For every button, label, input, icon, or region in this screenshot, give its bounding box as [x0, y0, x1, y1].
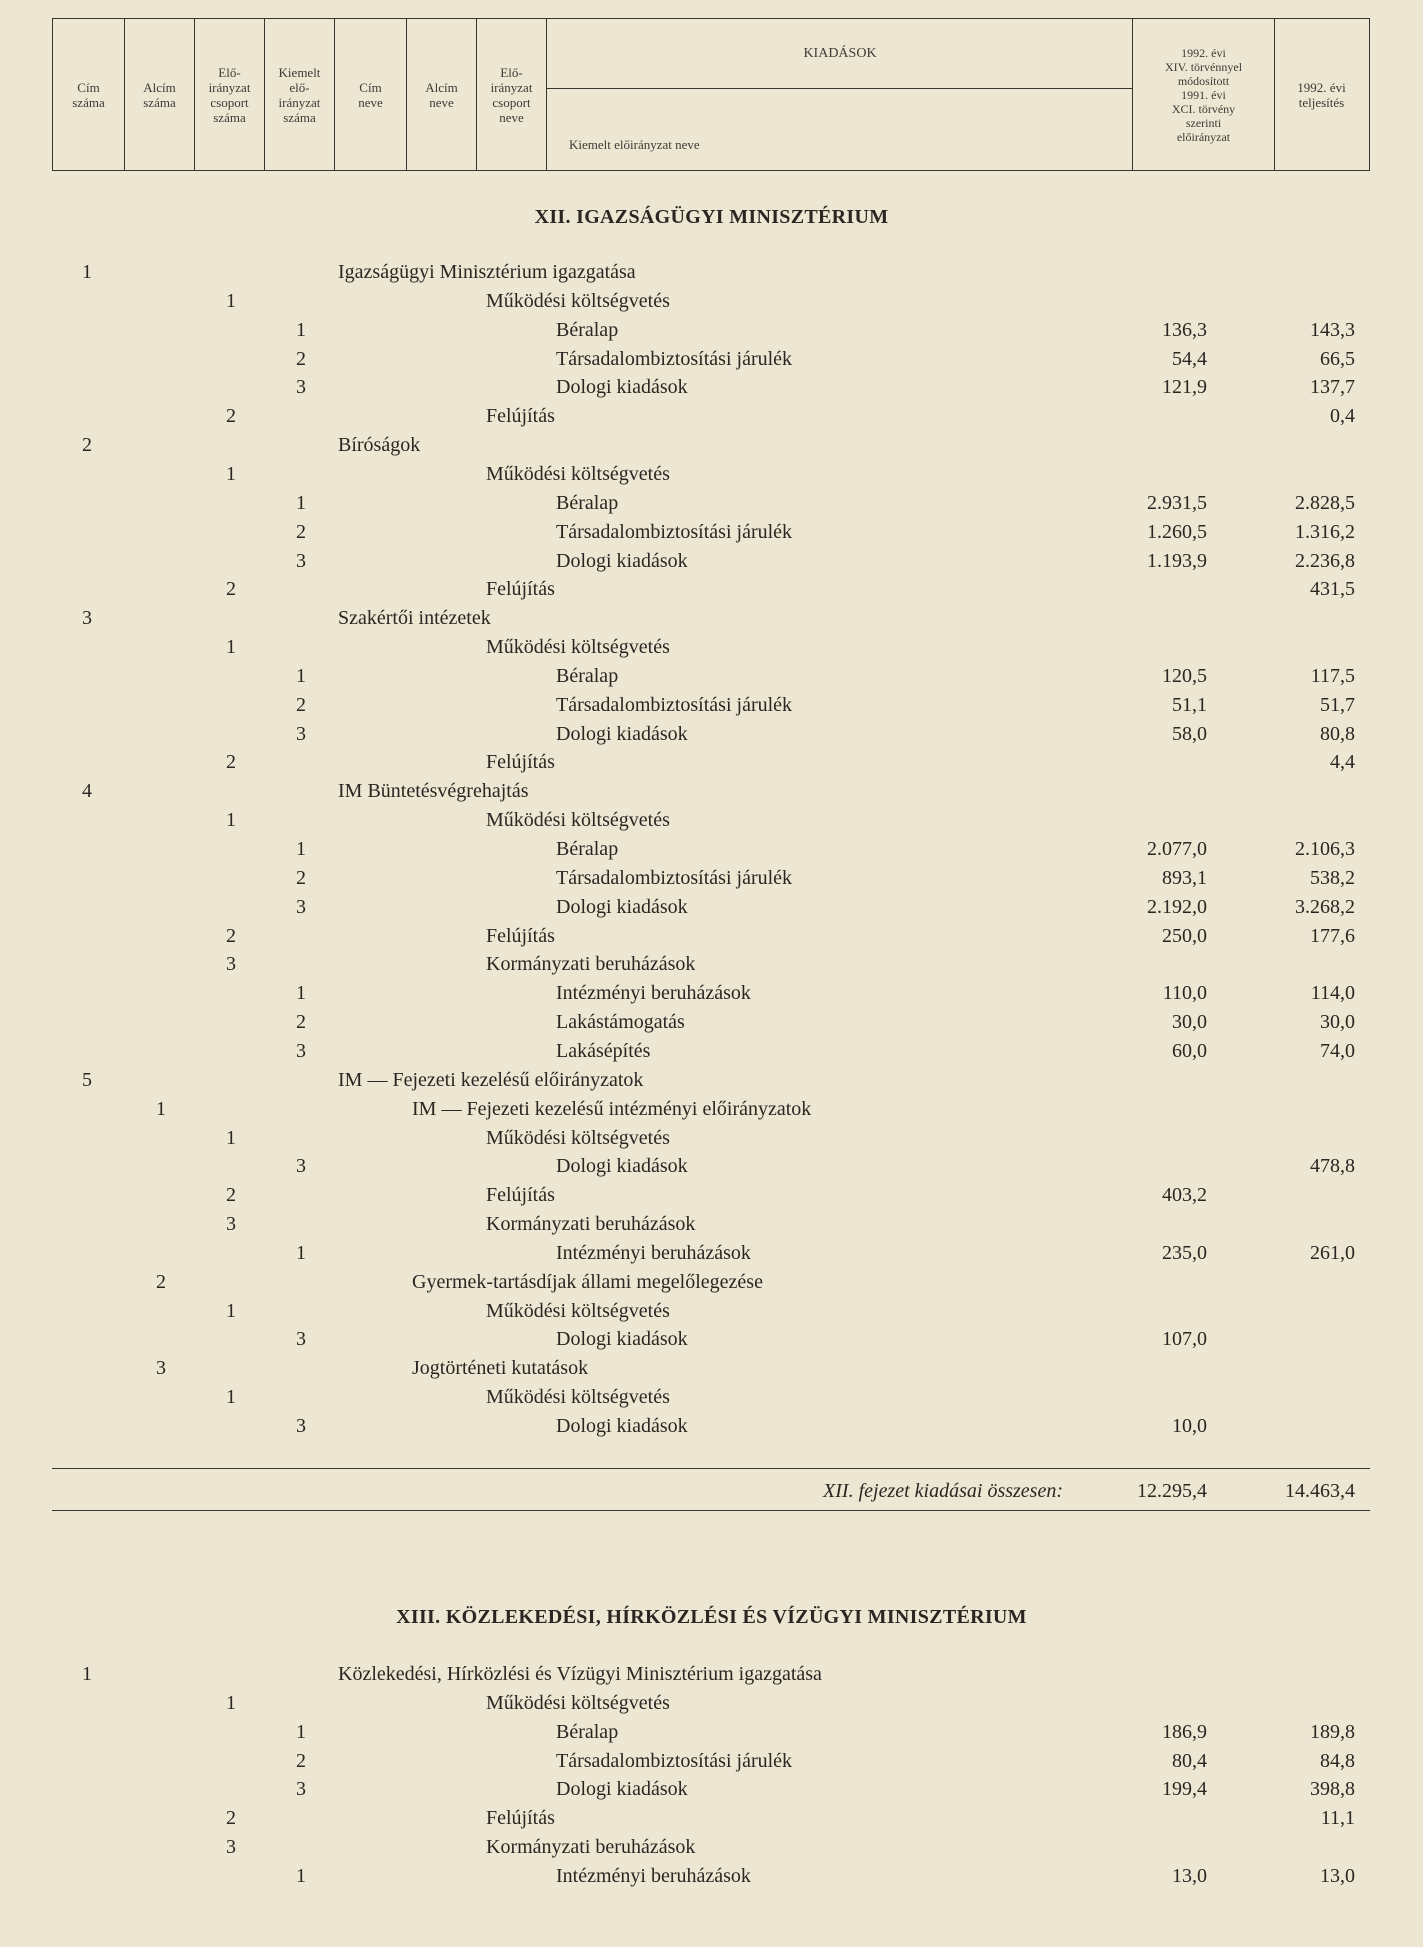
table-row [0, 1862, 1423, 1890]
table-row [0, 547, 1423, 575]
table-row [0, 1239, 1423, 1267]
value-modositott: 58,0 [1172, 722, 1207, 745]
row-number: 3 [156, 1357, 166, 1380]
table-row [0, 1210, 1423, 1238]
row-number: 2 [296, 693, 306, 716]
row-number: 2 [296, 520, 306, 543]
section-title: XII. IGAZSÁGÜGYI MINISZTÉRIUM [534, 206, 889, 228]
header-eloiranyzat-csoport-neve: Elő- irányzat csoport neve [477, 19, 547, 170]
divider [52, 1468, 1370, 1469]
table-row [0, 1689, 1423, 1717]
table-row [0, 1152, 1423, 1180]
header-alcim-szama: Alcím száma [125, 19, 195, 170]
value-teljesites: 11,1 [1320, 1807, 1355, 1830]
value-teljesites: 80,8 [1320, 722, 1355, 745]
row-number: 3 [296, 1039, 306, 1062]
row-label: Béralap [556, 838, 619, 860]
row-number: 1 [296, 1720, 306, 1743]
table-row [0, 864, 1423, 892]
row-number: 2 [226, 578, 236, 601]
row-number: 1 [296, 982, 306, 1005]
row-label: Dologi kiadások [556, 1155, 688, 1178]
header-alcim-neve: Alcím neve [407, 19, 477, 170]
row-label: Felújítás [486, 1184, 555, 1207]
row-number: 1 [226, 636, 236, 659]
table-row [0, 1775, 1423, 1803]
table-row [0, 979, 1423, 1007]
value-modositott: 2.077,0 [1147, 838, 1207, 860]
value-teljesites: 143,3 [1310, 318, 1355, 341]
row-label: IM Büntetésvégrehajtás [338, 780, 529, 803]
table-row [0, 1325, 1423, 1353]
table-row [0, 518, 1423, 546]
row-number: 1 [296, 491, 306, 514]
table-row [0, 720, 1423, 748]
value-teljesites: 13,0 [1320, 1864, 1355, 1887]
row-number: 3 [296, 549, 306, 572]
row-label: Dologi kiadások [556, 549, 688, 572]
row-label: Intézményi beruházások [556, 982, 751, 1005]
header-kiadasok: KIADÁSOK [547, 19, 1133, 89]
row-number: 3 [226, 953, 236, 976]
row-label: Működési költségvetés [486, 809, 670, 832]
table-row [0, 431, 1423, 459]
table-row [0, 777, 1423, 805]
row-number: 2 [226, 1807, 236, 1830]
row-number: 1 [226, 1126, 236, 1149]
row-label: Lakástámogatás [556, 1011, 685, 1034]
value-teljesites: 0,4 [1330, 405, 1355, 428]
row-label: Társadalombiztosítási járulék [556, 1749, 793, 1772]
row-number: 1 [226, 1386, 236, 1409]
value-teljesites: 398,8 [1310, 1778, 1355, 1801]
value-modositott: 235,0 [1162, 1241, 1207, 1264]
row-label: Működési költségvetés [486, 1691, 670, 1714]
value-modositott: 2.192,0 [1147, 895, 1207, 918]
value-modositott: 13,0 [1172, 1864, 1207, 1887]
table-row [0, 1747, 1423, 1775]
row-label: Működési költségvetés [486, 1126, 670, 1149]
row-label: Kormányzati beruházások [486, 1836, 696, 1859]
row-number: 3 [226, 1213, 236, 1236]
table-row [0, 460, 1423, 488]
section-title: XIII. KÖZLEKEDÉSI, HÍRKÖZLÉSI ÉS VÍZÜGYI MINISZTÉRIUM [396, 1606, 1027, 1628]
value-modositott: 80,4 [1172, 1749, 1207, 1772]
row-label: Társadalombiztosítási járulék [556, 347, 793, 370]
row-number: 3 [296, 1415, 306, 1437]
table-row [0, 1268, 1423, 1296]
value-teljesites: 1.316,2 [1295, 520, 1355, 543]
table-row [0, 922, 1423, 950]
value-teljesites: 66,5 [1320, 347, 1355, 370]
row-number: 3 [296, 895, 306, 918]
value-teljesites: 4,4 [1330, 751, 1355, 774]
value-modositott: 121,9 [1162, 376, 1207, 399]
table-row [0, 1804, 1423, 1832]
value-modositott: 30,0 [1172, 1011, 1207, 1034]
row-number: 1 [82, 261, 92, 283]
row-number: 1 [82, 1663, 92, 1685]
row-label: Szakértői intézetek [338, 607, 491, 630]
value-modositott: 60,0 [1172, 1039, 1207, 1062]
table-row [0, 691, 1423, 719]
table-row [0, 1718, 1423, 1746]
table-row [0, 1660, 1423, 1688]
row-number: 2 [226, 405, 236, 428]
value-teljesites: 189,8 [1310, 1720, 1355, 1743]
value-teljesites: 2.236,8 [1295, 549, 1355, 572]
value-modositott: 186,9 [1162, 1720, 1207, 1743]
header-kiemelt-eloiranyzat-szama: Kiemelt elő- irányzat száma [265, 19, 335, 170]
row-number: 3 [296, 376, 306, 399]
row-number: 3 [82, 607, 92, 630]
row-label: Dologi kiadások [556, 376, 688, 399]
row-number: 2 [296, 866, 306, 889]
table-row [0, 1297, 1423, 1325]
value-modositott: 403,2 [1162, 1184, 1207, 1207]
total-label: XII. fejezet kiadásai összesen: [823, 1480, 1063, 1502]
row-label: Felújítás [486, 751, 555, 774]
table-row [0, 373, 1423, 401]
header-eloiranyzat-csoport-szama: Elő- irányzat csoport száma [195, 19, 265, 170]
row-label: Béralap [556, 318, 619, 341]
header-cim-szama: Cím száma [53, 19, 125, 170]
row-number: 3 [296, 1328, 306, 1351]
row-label: Jogtörténeti kutatások [412, 1357, 589, 1380]
row-label: Béralap [556, 664, 619, 687]
value-teljesites: 51,7 [1320, 693, 1355, 716]
row-number: 4 [82, 780, 92, 803]
row-number: 3 [296, 1778, 306, 1801]
value-modositott: 51,1 [1172, 693, 1207, 716]
row-label: Béralap [556, 491, 619, 514]
table-row [0, 1066, 1423, 1094]
table-row [0, 1095, 1423, 1123]
value-modositott: 893,1 [1162, 866, 1207, 889]
table-row [0, 1008, 1423, 1036]
row-label: IM — Fejezeti kezelésű intézményi előirányzatok [412, 1097, 812, 1120]
table-row [0, 575, 1423, 603]
row-number: 3 [296, 722, 306, 745]
table-header [52, 18, 1370, 171]
row-label: Felújítás [486, 405, 555, 428]
value-teljesites: 30,0 [1320, 1011, 1355, 1034]
row-label: Gyermek-tartásdíjak állami megelőlegezése [412, 1270, 763, 1293]
row-label: Felújítás [486, 924, 555, 947]
row-label: Dologi kiadások [556, 895, 688, 918]
row-label: Dologi kiadások [556, 1778, 688, 1801]
table-row [0, 835, 1423, 863]
row-number: 2 [296, 1011, 306, 1034]
row-number: 3 [296, 1155, 306, 1178]
table-row [0, 287, 1423, 315]
table-row [0, 489, 1423, 517]
row-label: Működési költségvetés [486, 1299, 670, 1322]
row-label: Intézményi beruházások [556, 1241, 751, 1264]
header-kiemelt-eloiranyzat-neve: Kiemelt előirányzat neve [569, 137, 700, 152]
row-label: Kormányzati beruházások [486, 1213, 696, 1236]
table-row [0, 258, 1423, 286]
value-modositott: 1.260,5 [1147, 520, 1207, 543]
row-label: Dologi kiadások [556, 722, 688, 745]
value-teljesites: 2.828,5 [1295, 491, 1355, 514]
table-row [0, 1181, 1423, 1209]
row-number: 2 [82, 434, 92, 457]
total-modositott: 12.295,4 [1137, 1480, 1207, 1502]
row-label: Dologi kiadások [556, 1415, 688, 1437]
row-label: IM — Fejezeti kezelésű előirányzatok [338, 1068, 644, 1091]
value-modositott: 120,5 [1162, 664, 1207, 687]
row-number: 1 [226, 289, 236, 312]
row-label: Lakásépítés [556, 1039, 651, 1062]
row-number: 1 [226, 462, 236, 485]
row-number: 5 [82, 1068, 92, 1091]
table-row [0, 1833, 1423, 1861]
table-row [0, 1412, 1423, 1440]
value-teljesites: 2.106,3 [1295, 838, 1355, 860]
table-row [0, 1383, 1423, 1411]
header-cim-neve: Cím neve [335, 19, 407, 170]
value-teljesites: 3.268,2 [1295, 895, 1355, 918]
row-label: Felújítás [486, 1807, 555, 1830]
value-modositott: 250,0 [1162, 924, 1207, 947]
row-label: Dologi kiadások [556, 1328, 688, 1351]
value-modositott: 10,0 [1172, 1415, 1207, 1437]
table-row [0, 950, 1423, 978]
row-number: 1 [296, 664, 306, 687]
value-modositott: 199,4 [1162, 1778, 1207, 1801]
value-teljesites: 177,6 [1310, 924, 1355, 947]
header-teljesites: 1992. évi teljesítés [1297, 79, 1346, 110]
table-row [0, 633, 1423, 661]
row-label: Közlekedési, Hírközlési és Vízügyi Minisztérium igazgatása [338, 1663, 822, 1685]
value-teljesites: 431,5 [1310, 578, 1355, 601]
row-number: 1 [226, 1691, 236, 1714]
row-number: 2 [156, 1270, 166, 1293]
row-number: 3 [226, 1836, 236, 1859]
header-modositott-eloiranyzat: 1992. évi XIV. törvénnyel módosított 1991. évi XCI. törvény szerinti előirányzat [1133, 19, 1275, 170]
row-number: 1 [156, 1097, 166, 1120]
row-number: 1 [296, 1864, 306, 1887]
table-row [0, 1037, 1423, 1065]
value-modositott: 110,0 [1162, 982, 1207, 1005]
row-number: 2 [226, 924, 236, 947]
table-row [0, 402, 1423, 430]
value-modositott: 107,0 [1162, 1328, 1207, 1351]
value-modositott: 1.193,9 [1147, 549, 1207, 572]
table-row [0, 1124, 1423, 1152]
table-row [0, 316, 1423, 344]
row-label: Intézményi beruházások [556, 1864, 751, 1887]
row-number: 1 [226, 1299, 236, 1322]
table-row [0, 1354, 1423, 1382]
row-label: Igazságügyi Minisztérium igazgatása [338, 261, 636, 283]
row-label: Béralap [556, 1720, 619, 1743]
value-teljesites: 84,8 [1320, 1749, 1355, 1772]
total-teljesites: 14.463,4 [1285, 1480, 1355, 1502]
row-number: 2 [296, 1749, 306, 1772]
value-modositott: 54,4 [1172, 347, 1207, 370]
value-modositott: 2.931,5 [1147, 491, 1207, 514]
row-number: 1 [296, 318, 306, 341]
row-label: Társadalombiztosítási járulék [556, 520, 793, 543]
divider [52, 1510, 1370, 1511]
row-number: 1 [226, 809, 236, 832]
value-modositott: 136,3 [1162, 318, 1207, 341]
row-label: Működési költségvetés [486, 636, 670, 659]
row-number: 2 [296, 347, 306, 370]
total-row [0, 1476, 1423, 1506]
row-label: Működési költségvetés [486, 1386, 670, 1409]
value-teljesites: 74,0 [1320, 1039, 1355, 1062]
table-row [0, 662, 1423, 690]
value-teljesites: 261,0 [1310, 1241, 1355, 1264]
value-teljesites: 137,7 [1310, 376, 1355, 399]
row-label: Működési költségvetés [486, 462, 670, 485]
row-number: 1 [296, 838, 306, 860]
row-label: Társadalombiztosítási járulék [556, 693, 793, 716]
row-label: Bíróságok [338, 434, 421, 457]
row-number: 2 [226, 751, 236, 774]
value-teljesites: 114,0 [1310, 982, 1355, 1005]
table-row [0, 345, 1423, 373]
row-number: 1 [296, 1241, 306, 1264]
table-row [0, 806, 1423, 834]
value-teljesites: 538,2 [1310, 866, 1355, 889]
row-label: Felújítás [486, 578, 555, 601]
row-label: Társadalombiztosítási járulék [556, 866, 793, 889]
row-label: Működési költségvetés [486, 289, 670, 312]
value-teljesites: 478,8 [1310, 1155, 1355, 1178]
value-teljesites: 117,5 [1310, 664, 1355, 687]
table-row [0, 604, 1423, 632]
table-row [0, 893, 1423, 921]
table-row [0, 748, 1423, 776]
row-label: Kormányzati beruházások [486, 953, 696, 976]
row-number: 2 [226, 1184, 236, 1207]
